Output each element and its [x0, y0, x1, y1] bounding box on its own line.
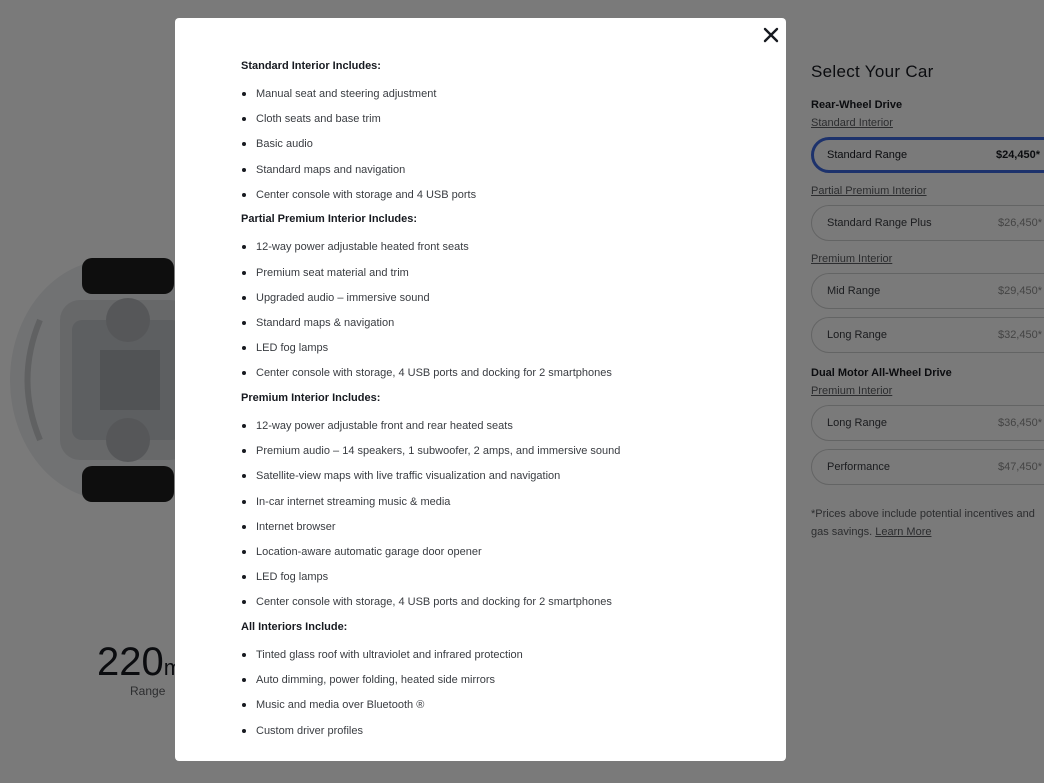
list-item: Center console with storage, 4 USB ports and docking for 2 smartphones [241, 365, 761, 390]
standard-feature-list [241, 86, 761, 212]
list-item: Location-aware automatic garage door opener [241, 544, 761, 569]
list-item: Internet browser [241, 519, 761, 544]
list-item: Manual seat and steering adjustment [241, 86, 761, 111]
list-item: Custom driver profiles [241, 723, 761, 748]
list-item: Tinted glass roof with ultraviolet and infrared protection [241, 647, 761, 672]
list-item: Basic audio [241, 136, 761, 161]
list-item: Center console with storage, 4 USB ports and docking for 2 smartphones [241, 594, 761, 619]
all-interiors-feature-list [241, 647, 761, 748]
list-item: Premium seat material and trim [241, 265, 761, 290]
interior-features-modal [175, 18, 786, 761]
list-item: Standard maps & navigation [241, 315, 761, 340]
list-item: Upgraded audio – immersive sound [241, 290, 761, 315]
list-item: Cloth seats and base trim [241, 111, 761, 136]
list-item: 12-way power adjustable heated front seats [241, 239, 761, 264]
list-item: Standard maps and navigation [241, 162, 761, 187]
list-item: Music and media over Bluetooth ® [241, 697, 761, 722]
list-item: Satellite-view maps with live traffic visualization and navigation [241, 468, 761, 493]
section-title-all-interiors: All Interiors Include: [241, 621, 348, 634]
list-item: LED fog lamps [241, 340, 761, 365]
list-item: Premium audio – 14 speakers, 1 subwoofer, 2 amps, and immersive sound [241, 443, 761, 468]
section-title-premium: Premium Interior Includes: [241, 392, 381, 405]
section-title-standard: Standard Interior Includes: [241, 60, 381, 72]
list-item: Auto dimming, power folding, heated side mirrors [241, 672, 761, 697]
list-item: In-car internet streaming music & media [241, 494, 761, 519]
premium-feature-list [241, 418, 761, 620]
list-item: LED fog lamps [241, 569, 761, 594]
partial-premium-feature-list [241, 239, 761, 390]
list-item: 12-way power adjustable front and rear heated seats [241, 418, 761, 443]
section-title-partial-premium: Partial Premium Interior Includes: [241, 213, 418, 226]
list-item: Center console with storage and 4 USB ports [241, 187, 761, 212]
close-icon[interactable] [762, 26, 780, 44]
modal-content [241, 58, 761, 748]
